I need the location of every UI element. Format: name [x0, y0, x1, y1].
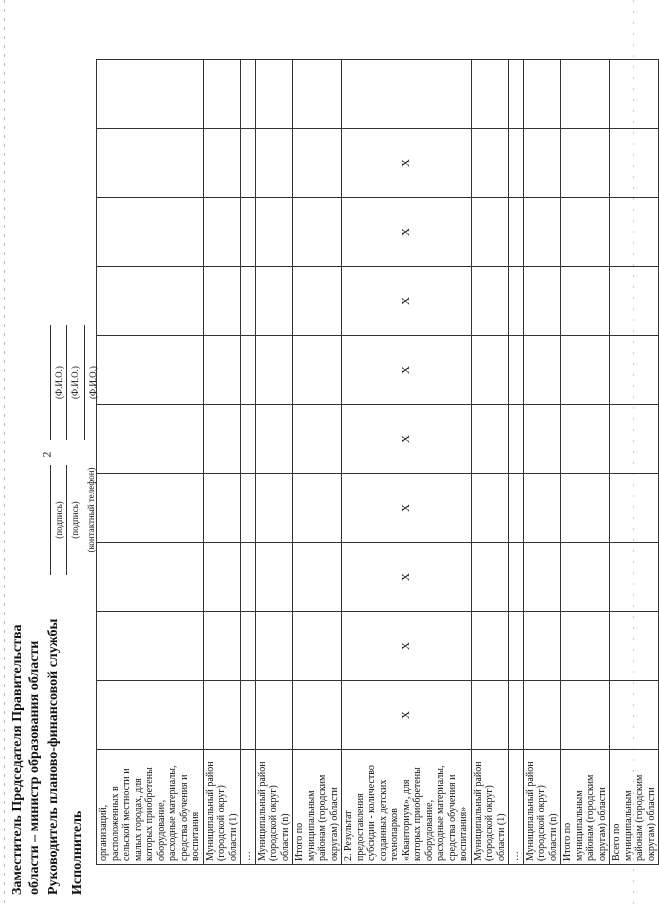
table-cell — [203, 474, 241, 543]
row-label: Итого по муниципальным районам (городским округам) области — [561, 750, 610, 865]
table-cell — [561, 129, 610, 198]
deputy-title-line-2: области – министр образования области — [26, 640, 42, 895]
table-cell — [610, 336, 659, 405]
table-cell — [97, 474, 204, 543]
table-cell — [561, 474, 610, 543]
table-cell — [241, 474, 256, 543]
table-cell — [471, 405, 509, 474]
table-cell — [241, 60, 256, 129]
table-cell — [471, 267, 509, 336]
table-cell — [255, 60, 293, 129]
table-cell — [293, 336, 342, 405]
table-cell — [523, 474, 561, 543]
finance-fio-caption: (Ф.И.О.) — [70, 366, 80, 399]
table-cell — [610, 129, 659, 198]
table-cell — [293, 267, 342, 336]
table-cell: X — [342, 336, 472, 405]
table-cell — [255, 405, 293, 474]
table-cell — [203, 405, 241, 474]
table-cell — [523, 681, 561, 750]
table-cell — [610, 543, 659, 612]
table-cell: X — [342, 681, 472, 750]
table-cell — [293, 612, 342, 681]
finance-sign-line — [66, 465, 67, 575]
table-cell — [523, 267, 561, 336]
table-cell — [509, 612, 524, 681]
row-label: 2. Результат предоставления субсидии - количество созданных детских технопарков «Кванториум», для которых приобретены оборудование, расходные материалы, средства обучения и воспитания» — [342, 750, 472, 865]
row-label: Всего по муниципальным районам (городским округам) области — [610, 750, 659, 865]
table-cell — [471, 543, 509, 612]
table-cell — [342, 60, 472, 129]
table-cell — [293, 474, 342, 543]
table-row — [203, 60, 241, 865]
page-number: 2 — [39, 451, 54, 458]
table-cell — [561, 60, 610, 129]
executor-title: Исполнитель — [70, 810, 85, 895]
row-label: … — [509, 750, 524, 865]
table-cell — [509, 267, 524, 336]
table-cell — [255, 267, 293, 336]
table-row — [561, 60, 610, 865]
table-row — [97, 60, 204, 865]
deputy-fio-line — [50, 325, 51, 440]
table-cell — [203, 612, 241, 681]
table-cell — [523, 405, 561, 474]
table-cell — [293, 405, 342, 474]
table-cell — [561, 543, 610, 612]
table-cell — [610, 474, 659, 543]
table-cell — [241, 612, 256, 681]
table-cell — [523, 198, 561, 267]
table-cell — [471, 336, 509, 405]
deputy-sign-caption: (подпись) — [54, 501, 64, 539]
table-cell — [610, 405, 659, 474]
table-cell — [97, 681, 204, 750]
table-row — [471, 60, 509, 865]
table-cell — [610, 60, 659, 129]
table-cell — [241, 198, 256, 267]
table-cell — [509, 543, 524, 612]
table-row — [523, 60, 561, 865]
table-cell — [509, 405, 524, 474]
table-cell: X — [342, 129, 472, 198]
table-cell: X — [342, 198, 472, 267]
deputy-title-line-1: Заместитель Председателя Правительства — [10, 624, 25, 895]
table-cell — [255, 681, 293, 750]
executor-fio-caption: (Ф.И.О.) — [88, 366, 98, 399]
table-cell — [471, 612, 509, 681]
table-cell — [255, 129, 293, 198]
table-cell — [610, 612, 659, 681]
table-cell — [561, 405, 610, 474]
table-row — [293, 60, 342, 865]
table-cell — [293, 129, 342, 198]
finance-sign-caption: (подпись) — [70, 501, 80, 539]
table-cell — [203, 267, 241, 336]
table-cell — [471, 681, 509, 750]
table-cell — [509, 336, 524, 405]
table-cell — [509, 129, 524, 198]
executor-fio-line — [84, 325, 85, 440]
table-cell — [97, 198, 204, 267]
table-cell — [97, 543, 204, 612]
table-cell — [203, 336, 241, 405]
row-label: Муниципальный район (городской округ) области (1) — [471, 750, 509, 865]
table-cell — [523, 543, 561, 612]
table-cell — [509, 198, 524, 267]
table-cell — [97, 405, 204, 474]
table-row — [342, 60, 472, 865]
table-cell: X — [342, 267, 472, 336]
table-row — [610, 60, 659, 865]
table-cell — [561, 681, 610, 750]
row-label: … — [241, 750, 256, 865]
table-cell — [241, 405, 256, 474]
table-cell — [471, 198, 509, 267]
row-label: организаций, расположенных в сельской местности и малых городах, для которых приобретены оборудование, расходные материалы, средства обучения и воспитания — [97, 750, 204, 865]
table-cell — [509, 474, 524, 543]
executor-phone-caption: (контактный телефон) — [86, 467, 96, 553]
table-cell — [255, 336, 293, 405]
table-cell — [241, 267, 256, 336]
table-cell — [293, 543, 342, 612]
table-cell — [471, 60, 509, 129]
signature-deputy-title — [10, 624, 44, 895]
table-row — [509, 60, 524, 865]
row-label: Муниципальный район (городской округ) области (n) — [255, 750, 293, 865]
table-cell — [293, 198, 342, 267]
table-cell — [561, 612, 610, 681]
table-cell — [523, 612, 561, 681]
row-label: Итого по муниципальным районам (городским округам) области — [293, 750, 342, 865]
table-cell — [203, 129, 241, 198]
table-cell: X — [342, 612, 472, 681]
table-cell — [241, 543, 256, 612]
table-cell: X — [342, 543, 472, 612]
table-cell — [255, 474, 293, 543]
table-cell — [97, 336, 204, 405]
table-cell — [97, 60, 204, 129]
table-cell — [255, 612, 293, 681]
table-cell — [97, 267, 204, 336]
table-cell — [255, 543, 293, 612]
table-cell — [509, 60, 524, 129]
table-cell: X — [342, 474, 472, 543]
table-cell — [523, 60, 561, 129]
results-table — [96, 59, 659, 865]
table-cell — [561, 336, 610, 405]
table-cell — [561, 198, 610, 267]
row-label: Муниципальный район (городской округ) области (1) — [203, 750, 241, 865]
table-cell — [561, 267, 610, 336]
table-cell — [509, 681, 524, 750]
table-cell — [471, 474, 509, 543]
row-label: Муниципальный район (городской округ) области (n) — [523, 750, 561, 865]
table-cell — [241, 336, 256, 405]
table-row — [241, 60, 256, 865]
table-cell — [610, 681, 659, 750]
table-cell — [523, 129, 561, 198]
table-cell — [523, 336, 561, 405]
finance-title: Руководитель планово-финансовой службы — [46, 618, 61, 895]
table-cell — [293, 60, 342, 129]
table-cell — [610, 267, 659, 336]
table-cell — [203, 681, 241, 750]
table-cell — [293, 681, 342, 750]
table-cell: X — [342, 405, 472, 474]
table-cell — [241, 681, 256, 750]
table-cell — [241, 129, 256, 198]
deputy-fio-caption: (Ф.И.О.) — [54, 366, 64, 399]
table-row — [255, 60, 293, 865]
table-cell — [203, 198, 241, 267]
table-cell — [203, 60, 241, 129]
table-cell — [471, 129, 509, 198]
table-cell — [97, 612, 204, 681]
table-cell — [97, 129, 204, 198]
deputy-sign-line — [50, 465, 51, 575]
table-cell — [610, 198, 659, 267]
table-cell — [255, 198, 293, 267]
table-cell — [203, 543, 241, 612]
finance-fio-line — [66, 325, 67, 440]
